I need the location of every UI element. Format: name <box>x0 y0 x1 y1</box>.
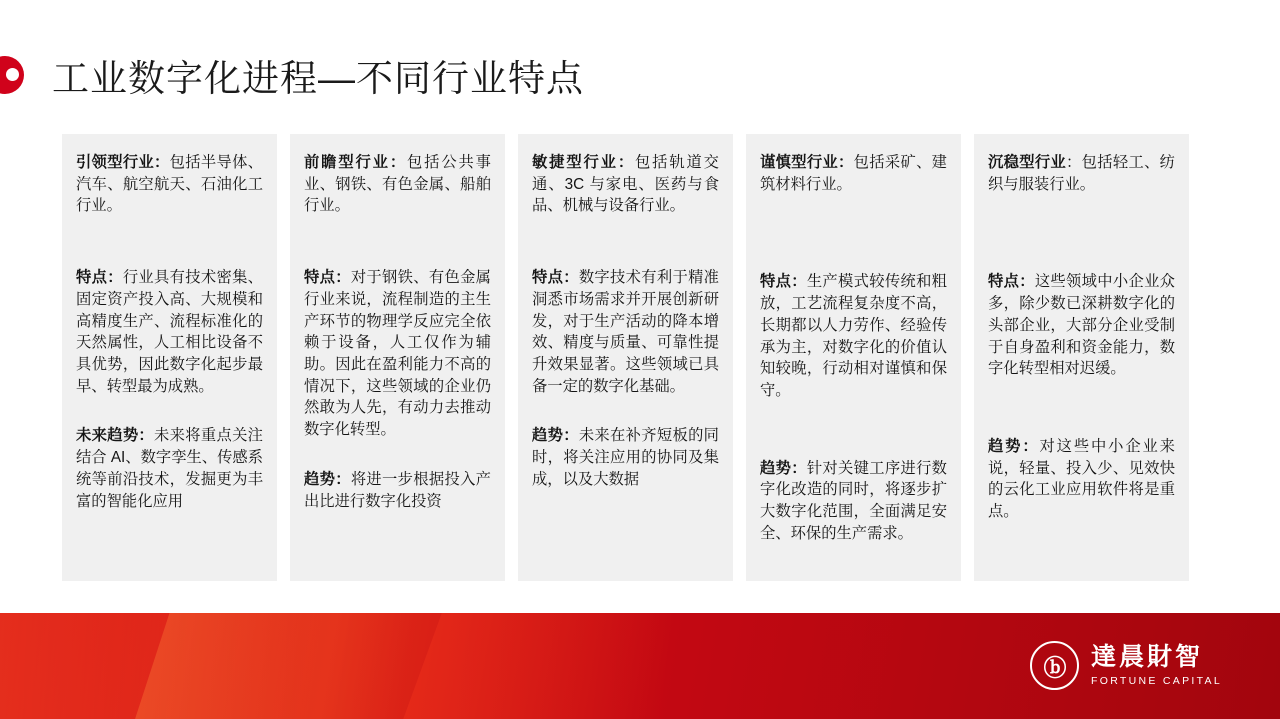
spacer <box>760 195 947 271</box>
spacer <box>304 217 491 267</box>
column-trend-text: 针对关键工序进行数字化改造的同时，将逐步扩大数字化范围，全面满足安全、环保的生产需求。 <box>760 459 947 542</box>
column-heading-text: 包括公共事业、钢铁、有色金属、船舶行业。 <box>304 154 491 215</box>
column-trait <box>760 271 947 401</box>
column-trend-text: 未来在补齐短板的同时，将关注应用的协同及集成，以及大数据 <box>532 427 719 488</box>
column-trait-text: 生产模式较传统和粗放，工艺流程复杂度不高，长期都以人力劳作、经验传承为主，对数字化的价值认知较晚，行动相对谨慎和保守。 <box>760 273 947 400</box>
spacer <box>76 217 263 267</box>
spacer <box>760 402 947 458</box>
page-title: 工业数字化进程—不同行业特点 <box>52 58 584 99</box>
industry-column-leading[interactable] <box>62 134 277 581</box>
column-heading-text: 包括半导体、汽车、航空航天、石油化工行业。 <box>76 154 263 215</box>
brand-lockup <box>1030 641 1222 690</box>
column-trait-text: 对于钢铁、有色金属行业来说，流程制造的主生产环节的物理学反应完全依赖于设备，人工仅作为辅助。因此在盈利能力不高的情况下，这些领域的企业仍然敢为人先，有动力去推动数字化转型。 <box>304 269 491 439</box>
column-heading-text: ：包括轻工、纺织与服装行业。 <box>988 154 1175 193</box>
brand-name-cn: 達晨財智 <box>1091 643 1204 672</box>
industry-column-cautious[interactable] <box>746 134 961 581</box>
column-trend-lead: 趋势： <box>760 459 807 477</box>
column-trait <box>532 267 719 397</box>
column-trend-lead: 趋势： <box>532 427 579 445</box>
column-heading-text: 包括轨道交通、3C 与家电、医药与食品、机械与设备行业。 <box>532 154 719 215</box>
industry-columns <box>62 134 1220 581</box>
column-trend <box>988 436 1175 523</box>
brand-name-en: FORTUNE CAPITAL <box>1091 674 1222 687</box>
column-trend <box>304 469 491 512</box>
industry-column-steady[interactable] <box>974 134 1189 581</box>
spacer <box>532 397 719 425</box>
footer-band <box>0 613 1280 719</box>
column-heading <box>760 152 947 195</box>
column-trait-lead: 特点： <box>988 273 1035 291</box>
footer-sheen-decoration <box>391 613 749 719</box>
column-trend-lead: 趋势： <box>988 438 1040 456</box>
column-trend-text: 未来将重点关注结合 AI、数字孪生、传感系统等前沿技术，发掘更为丰富的智能化应用 <box>76 427 263 510</box>
column-heading-lead: 敏捷型行业： <box>532 154 636 171</box>
column-trait-lead: 特点： <box>76 269 123 287</box>
column-heading <box>532 152 719 217</box>
column-trait-lead: 特点： <box>304 269 351 287</box>
column-trend-text: 对这些中小企业来说，轻量、投入少、见效快的云化工业应用软件将是重点。 <box>988 438 1175 521</box>
spacer <box>988 380 1175 436</box>
slide-header <box>0 28 1280 99</box>
column-trait <box>988 271 1175 380</box>
column-heading-lead: 谨慎型行业： <box>760 154 854 171</box>
column-heading <box>76 152 263 217</box>
red-circle-logo-icon <box>0 56 24 94</box>
brand-badge-icon <box>1030 641 1079 690</box>
column-trend <box>760 458 947 545</box>
column-heading <box>304 152 491 217</box>
column-trend <box>532 425 719 490</box>
column-heading-lead: 前瞻型行业： <box>304 154 408 171</box>
spacer <box>532 217 719 267</box>
column-heading-lead: 引领型行业： <box>76 154 170 171</box>
industry-column-forward-looking[interactable] <box>290 134 505 581</box>
column-trait-lead: 特点： <box>760 273 807 291</box>
column-heading-lead: 沉稳型行业 <box>988 154 1067 171</box>
column-trend-text: 将进一步根据投入产出比进行数字化投资 <box>304 470 491 510</box>
column-trait-text: 数字技术有利于精准洞悉市场需求并开展创新研发，对于生产活动的降本增效、精度与质量、可靠性提升效果显著。这些领域已具备一定的数字化基础。 <box>532 269 719 395</box>
spacer <box>988 195 1175 271</box>
industry-column-agile[interactable] <box>518 134 733 581</box>
column-trait <box>76 267 263 397</box>
spacer <box>76 397 263 425</box>
column-trait-lead: 特点： <box>532 269 579 287</box>
spacer <box>304 441 491 469</box>
column-heading-text: 包括采矿、建筑材料行业。 <box>760 154 947 193</box>
column-trait-text: 这些领域中小企业众多，除少数已深耕数字化的头部企业，大部分企业受制于自身盈利和资金能力，数字化转型相对迟缓。 <box>988 273 1175 378</box>
column-trend-lead: 趋势： <box>304 470 351 488</box>
column-trend <box>76 425 263 512</box>
brand-badge-letter: ⓑ <box>1043 655 1066 680</box>
brand-text <box>1091 644 1222 687</box>
column-trait <box>304 267 491 441</box>
column-trait-text: 行业具有技术密集、固定资产投入高、大规模和高精度生产、流程标准化的天然属性，人工相比设备不具优势，因此数字化起步最早、转型最为成熟。 <box>76 269 263 395</box>
column-heading <box>988 152 1175 195</box>
column-trend-lead: 未来趋势： <box>76 427 155 445</box>
